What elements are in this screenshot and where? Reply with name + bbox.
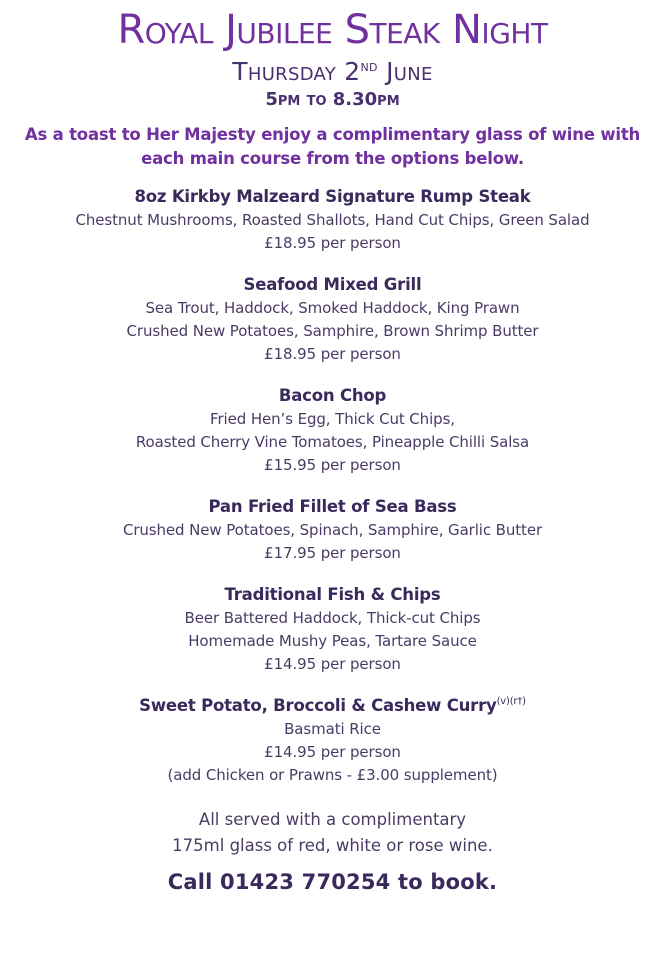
dish-name: Traditional Fish & Chips [224,585,441,604]
dish-price: £15.95 per person [264,456,401,474]
dish-name: Bacon Chop [278,386,387,405]
dish-price: £14.95 per person [264,743,401,761]
intro-line: each main course from the options below. [141,149,524,168]
dish-price: £17.95 per person [264,544,401,562]
event-date-day: Thursday 2 [232,57,361,86]
dish-name: Pan Fried Fillet of Sea Bass [208,497,457,516]
menu-item [0,495,665,565]
dish-name: Sweet Potato, Broccoli & Cashew Curry [139,696,497,715]
closing-text [0,807,665,859]
event-date-month: June [377,57,433,86]
intro-text [13,123,653,171]
dish-details: Homemade Mushy Peas, Tartare Sauce [188,632,477,650]
dish-price: £14.95 per person [264,655,401,673]
menu-item [0,185,665,255]
dish-details: Beer Battered Haddock, Thick-cut Chips [184,609,481,627]
dish-note: (add Chicken or Prawns - £3.00 supplement) [167,766,498,784]
dish-details: Basmati Rice [284,720,381,738]
dish-details: Crushed New Potatoes, Samphire, Brown Shrimp Butter [126,322,539,340]
dish-name: 8oz Kirkby Malzeard Signature Rump Steak [134,187,531,206]
dish-details: Chestnut Mushrooms, Roasted Shallots, Hand Cut Chips, Green Salad [75,211,590,229]
page-title: Royal Jubilee Steak Night [117,7,548,53]
event-date-ordinal: nd [360,57,378,75]
closing-line: All served with a complimentary [198,810,467,829]
dish-name: Seafood Mixed Grill [243,275,422,294]
booking-phone: Call 01423 770254 to book. [167,870,498,894]
event-date [0,56,665,88]
event-time: 5pm to 8.30pm [265,89,400,110]
dish-price: £18.95 per person [264,345,401,363]
menu-item [0,583,665,676]
dish-details: Roasted Cherry Vine Tomatoes, Pineapple Chilli Salsa [135,433,530,451]
closing-line: 175ml glass of red, white or rose wine. [172,836,493,855]
dish-details: Sea Trout, Haddock, Smoked Haddock, King Prawn [145,299,520,317]
menu-item [0,273,665,366]
dish-price: £18.95 per person [264,234,401,252]
dish-details: Crushed New Potatoes, Spinach, Samphire, Garlic Butter [122,521,543,539]
dish-details: Fried Hen’s Egg, Thick Cut Chips, [210,410,455,428]
menu-list [0,185,665,787]
dish-name-wrapper [0,694,665,718]
intro-line: As a toast to Her Majesty enjoy a complimentary glass of wine with [24,125,641,144]
menu-item [0,694,665,787]
menu-item [0,384,665,477]
dietary-markers: (v)(r†) [496,696,526,707]
